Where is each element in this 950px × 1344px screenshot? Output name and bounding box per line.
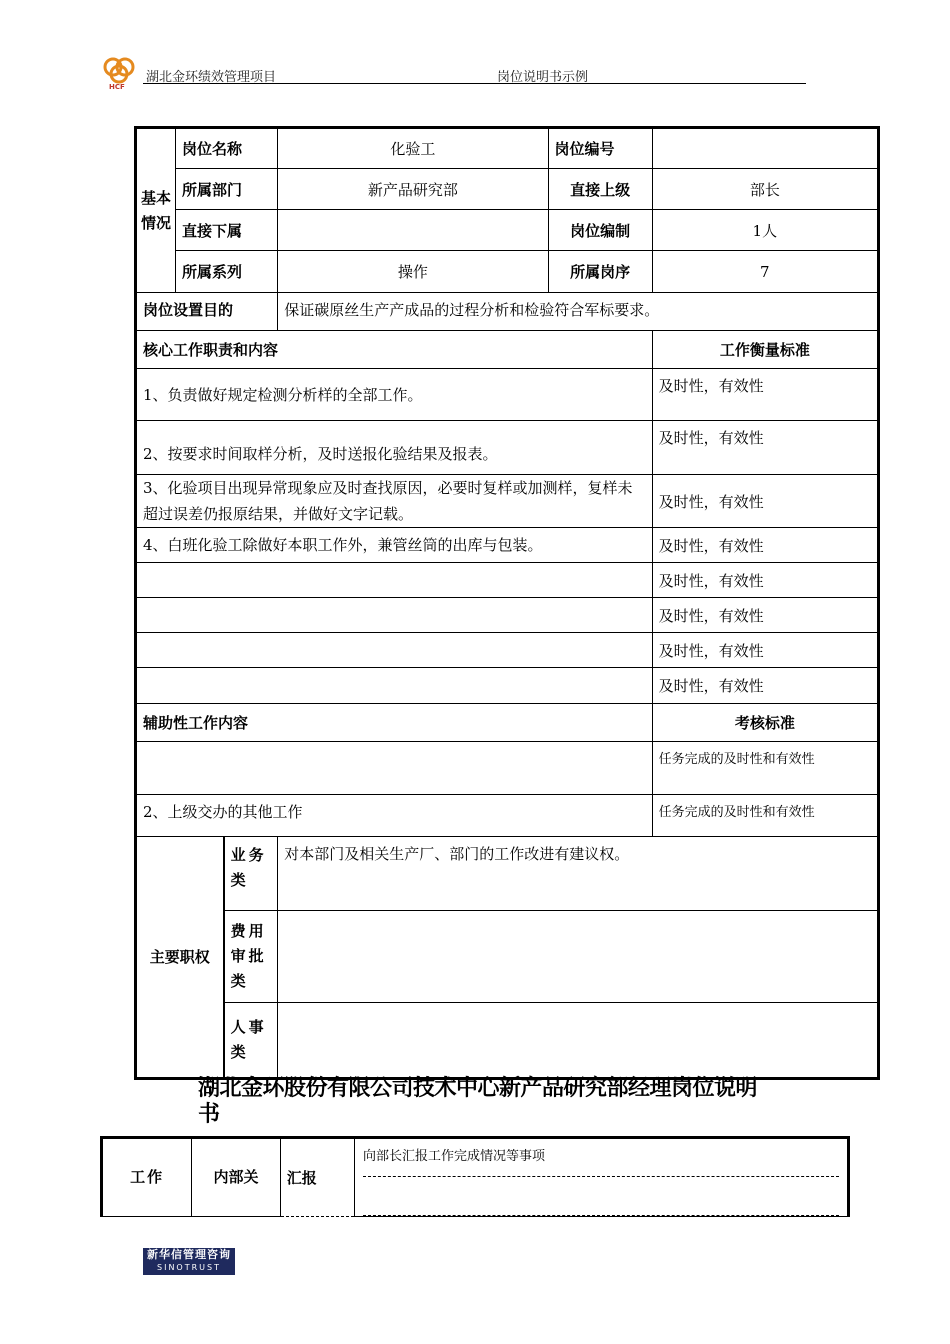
aux-standard-1: 任务完成的及时性和有效性 — [652, 742, 878, 795]
core-duties-header: 核心工作职责和内容 — [136, 331, 653, 369]
position-code-value — [652, 128, 878, 169]
dashed-rule-2 — [363, 1215, 839, 1216]
sinotrust-logo-en: SINOTRUST — [157, 1263, 221, 1272]
subordinate-value — [278, 210, 548, 251]
hcf-logo-icon — [100, 54, 140, 92]
authority-category-business: 业务类 — [224, 837, 278, 911]
superior-value: 部长 — [652, 169, 878, 210]
basic-section-label: 基本情况 — [136, 128, 176, 293]
authority-text-expense — [278, 911, 879, 1003]
core-item-5 — [136, 563, 653, 598]
authority-label: 主要职权 — [136, 837, 224, 1079]
core-standard-3: 及时性，有效性 — [652, 475, 878, 528]
internal-relations-label: 内部关 — [192, 1138, 280, 1217]
aux-header: 辅助性工作内容 — [136, 704, 653, 742]
core-item-2: 2、按要求时间取样分析，及时送报化验结果及报表。 — [136, 421, 653, 475]
core-standard-6: 及时性，有效性 — [652, 598, 878, 633]
purpose-text: 保证碳原丝生产产成品的过程分析和检验符合军标要求。 — [278, 293, 879, 331]
relations-label: 工作 — [102, 1138, 192, 1217]
dashed-rule-1 — [363, 1176, 839, 1177]
authority-text-personnel — [278, 1003, 879, 1079]
department-value: 新产品研究部 — [278, 169, 548, 210]
core-standard-5: 及时性，有效性 — [652, 563, 878, 598]
authority-category-expense: 费用审批类 — [224, 911, 278, 1003]
position-name-label: 岗位名称 — [176, 128, 278, 169]
core-item-1: 1、负责做好规定检测分析样的全部工作。 — [136, 369, 653, 421]
core-standard-7: 及时性，有效性 — [652, 633, 878, 668]
core-item-7 — [136, 633, 653, 668]
sinotrust-logo — [143, 1248, 235, 1275]
headcount-value: 1人 — [652, 210, 878, 251]
document-title: 湖北金环股份有限公司技术中心新产品研究部经理岗位说明书 — [198, 1076, 758, 1127]
core-item-4: 4、白班化验工除做好本职工作外，兼管丝筒的出库与包装。 — [136, 528, 653, 563]
authority-category-personnel: 人事类 — [224, 1003, 278, 1079]
core-standard-8: 及时性，有效性 — [652, 668, 878, 704]
authority-text-business: 对本部门及相关生产厂、部门的工作改进有建议权。 — [278, 837, 879, 911]
report-text: 向部长汇报工作完成情况等事项 — [363, 1149, 546, 1164]
core-item-8 — [136, 668, 653, 704]
aux-standard-2: 任务完成的及时性和有效性 — [652, 795, 878, 837]
core-standard-4: 及时性，有效性 — [652, 528, 878, 563]
core-standard-1: 及时性，有效性 — [652, 369, 878, 421]
core-standard-header: 工作衡量标准 — [652, 331, 878, 369]
position-name-value: 化验工 — [278, 128, 548, 169]
aux-item-2: 2、上级交办的其他工作 — [136, 795, 653, 837]
department-label: 所属部门 — [176, 169, 278, 210]
subordinate-label: 直接下属 — [176, 210, 278, 251]
job-description-table — [134, 126, 880, 1080]
aux-item-1 — [136, 742, 653, 795]
sinotrust-logo-cn: 新华信管理咨询 — [147, 1248, 231, 1261]
core-standard-2: 及时性，有效性 — [652, 421, 878, 475]
series-value: 操作 — [278, 251, 548, 293]
sequence-label: 所属岗序 — [548, 251, 652, 293]
aux-standard-header: 考核标准 — [652, 704, 878, 742]
headcount-label: 岗位编制 — [548, 210, 652, 251]
header-project: 湖北金环绩效管理项目 — [146, 70, 277, 85]
series-label: 所属系列 — [176, 251, 278, 293]
superior-label: 直接上级 — [548, 169, 652, 210]
sequence-value: 7 — [652, 251, 878, 293]
report-text-cell — [355, 1138, 849, 1217]
purpose-label: 岗位设置目的 — [136, 293, 278, 331]
header-doc-type: 岗位说明书示例 — [497, 70, 589, 85]
work-relations-table — [100, 1136, 850, 1217]
svg-text:HCF: HCF — [109, 83, 125, 91]
position-code-label: 岗位编号 — [548, 128, 652, 169]
core-item-6 — [136, 598, 653, 633]
header-rule — [143, 83, 806, 84]
core-item-3: 3、化验项目出现异常现象应及时查找原因，必要时复样或加测样，复样未超过误差仍报原结果，并做好文字记载。 — [136, 475, 653, 528]
report-label: 汇报 — [280, 1138, 354, 1217]
